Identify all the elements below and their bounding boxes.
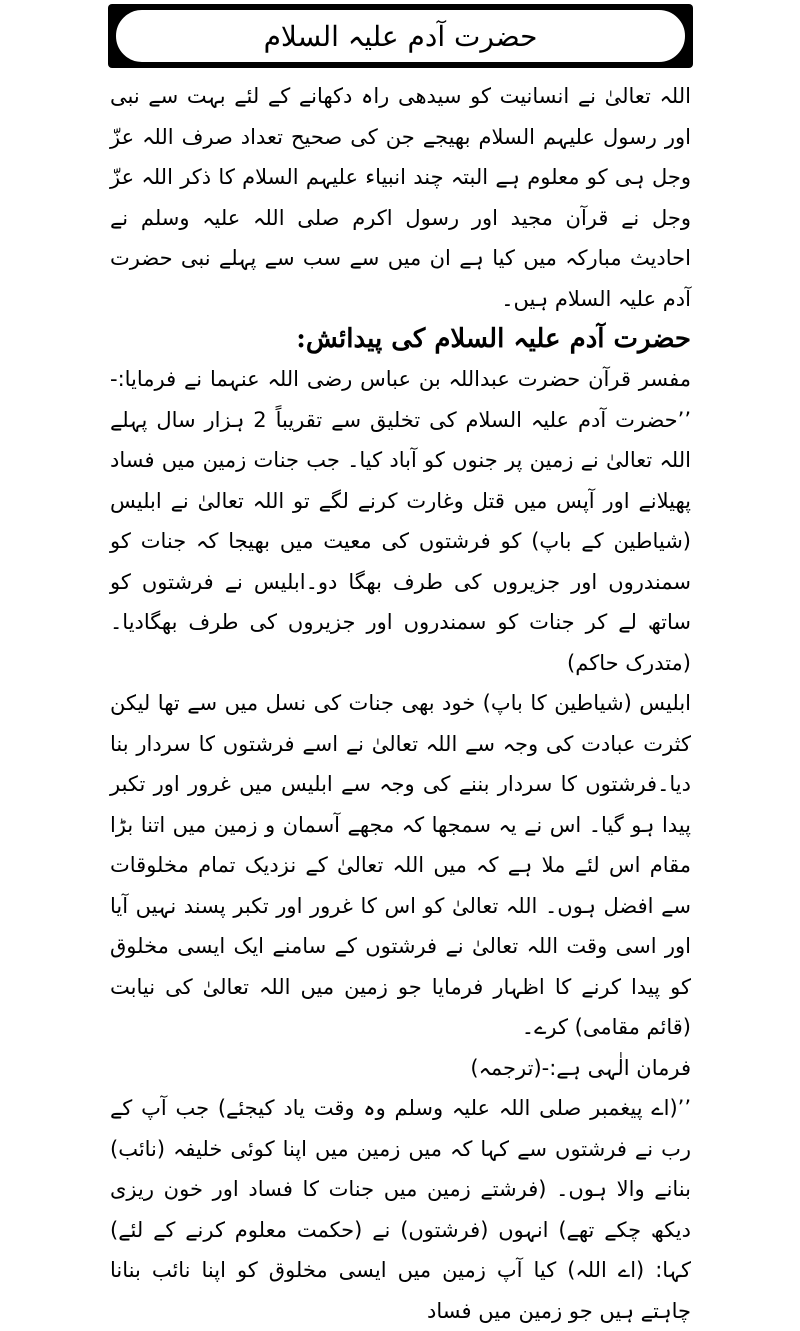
section-heading: حضرت آدم علیہ السلام کی پیدائش: xyxy=(296,324,691,354)
title-banner xyxy=(108,4,693,68)
intro-paragraph: اللہ تعالیٰ نے انسانیت کو سیدھی راہ دکھانے کے لئے بہت سے نبی اور رسول علیہم السلام بھیجے جن کی صحیح تعداد صرف اللہ عزّ وجل ہی کو معلوم ہے البتہ چند انبیاء علیہم السلام کا ذکر اللہ عزّ وجل نے قرآن مجید اور رسول اکرم صلی اللہ علیہ وسلم نے احادیث مبارکہ میں کیا ہے ان میں سے سب سے پہلے نبی حضرت آدم علیہ السلام ہیں۔ xyxy=(110,84,691,311)
paragraph-4: ’’(اے پیغمبر صلی اللہ علیہ وسلم وہ وقت یاد کیجئے) جب آپ کے رب نے فرشتوں سے کہا کہ میں زمین میں اپنا کوئی خلیفہ (نائب) بنانے والا ہوں۔ (فرشتے زمین میں جنات کا فساد اور خون ریزی دیکھ چکے تھے) انہوں (فرشتوں) نے (حکمت معلوم کرنے کے لئے) کہا: (اے اللہ) کیا آپ زمین میں ایسی مخلوق کو اپنا نائب بنانا چاہتے ہیں جو زمین میں فساد xyxy=(110,1096,691,1323)
page xyxy=(108,4,693,1323)
paragraph-3: فرمان الٰہی ہے:-(ترجمہ) xyxy=(470,1055,691,1080)
article-body xyxy=(108,76,693,1331)
page-title-text: حضرت آدم علیہ السلام xyxy=(263,19,538,53)
paragraph-1: مفسر قرآن حضرت عبداللہ بن عباس رضی اللہ عنہما نے فرمایا:- ’’حضرت آدم علیہ السلام کی تخلیق سے تقریباً 2 ہزار سال پہلے اللہ تعالیٰ نے زمین پر جنوں کو آباد کیا۔ جب جنات زمین میں فساد پھیلانے اور آپس میں قتل وغارت کرنے لگے تو اللہ تعالیٰ نے ابلیس (شیاطین کے باپ) کو فرشتوں کی معیت میں بھیجا کہ جنات کو سمندروں اور جزیروں کی طرف بھگا دو۔ابلیس نے فرشتوں کو ساتھ لے کر جنات کو سمندروں اور جزیروں کی طرف بھگادیا۔(متدرک حاکم) xyxy=(110,367,691,675)
page-title xyxy=(114,8,687,64)
paragraph-2: ابلیس (شیاطین کا باپ) خود بھی جنات کی نسل میں سے تھا لیکن کثرت عبادت کی وجہ سے اللہ تعالیٰ نے اسے فرشتوں کا سردار بنا دیا۔فرشتوں کا سردار بننے کی وجہ سے ابلیس میں غرور اور تکبر پیدا ہو گیا۔ اس نے یہ سمجھا کہ مجھے آسمان و زمین میں اتنا بڑا مقام اس لئے ملا ہے کہ میں اللہ تعالیٰ کے نزدیک تمام مخلوقات سے افضل ہوں۔ اللہ تعالیٰ کو اس کا غرور اور تکبر پسند نہیں آیا اور اسی وقت اللہ تعالیٰ نے فرشتوں کے سامنے ایک ایسی مخلوق کو پیدا کرنے کا اظہار فرمایا جو زمین میں اللہ تعالیٰ کی نیابت (قائم مقامی) کرے۔ xyxy=(110,691,691,1039)
